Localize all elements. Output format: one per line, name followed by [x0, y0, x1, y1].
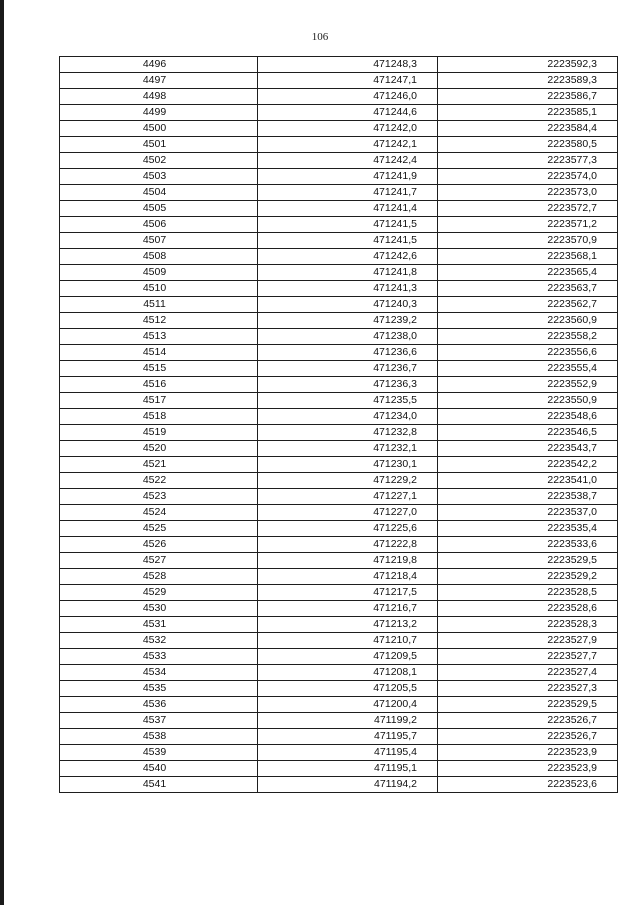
table-row	[60, 553, 618, 569]
y-coordinate-cell: 2223526,7	[438, 713, 618, 729]
y-coordinate-cell: 2223535,4	[438, 521, 618, 537]
y-coordinate-cell: 2223586,7	[438, 89, 618, 105]
table-row	[60, 393, 618, 409]
y-coordinate-cell: 2223529,5	[438, 697, 618, 713]
x-coordinate-cell: 471236,6	[258, 345, 438, 361]
x-coordinate-cell: 471246,0	[258, 89, 438, 105]
point-number-cell: 4508	[60, 249, 258, 265]
table-row	[60, 521, 618, 537]
table-row	[60, 249, 618, 265]
x-coordinate-cell: 471240,3	[258, 297, 438, 313]
point-number-cell: 4523	[60, 489, 258, 505]
point-number-cell: 4516	[60, 377, 258, 393]
x-coordinate-cell: 471238,0	[258, 329, 438, 345]
x-coordinate-cell: 471210,7	[258, 633, 438, 649]
point-number-cell: 4509	[60, 265, 258, 281]
y-coordinate-cell: 2223527,3	[438, 681, 618, 697]
table-row	[60, 425, 618, 441]
y-coordinate-cell: 2223529,2	[438, 569, 618, 585]
point-number-cell: 4506	[60, 217, 258, 233]
x-coordinate-cell: 471218,4	[258, 569, 438, 585]
point-number-cell: 4534	[60, 665, 258, 681]
point-number-cell: 4511	[60, 297, 258, 313]
table-row	[60, 89, 618, 105]
x-coordinate-cell: 471234,0	[258, 409, 438, 425]
table-row	[60, 729, 618, 745]
y-coordinate-cell: 2223546,5	[438, 425, 618, 441]
table-row	[60, 345, 618, 361]
x-coordinate-cell: 471232,1	[258, 441, 438, 457]
point-number-cell: 4521	[60, 457, 258, 473]
table-row	[60, 457, 618, 473]
point-number-cell: 4496	[60, 57, 258, 73]
table-row	[60, 777, 618, 793]
y-coordinate-cell: 2223526,7	[438, 729, 618, 745]
x-coordinate-cell: 471217,5	[258, 585, 438, 601]
table-row	[60, 585, 618, 601]
point-number-cell: 4500	[60, 121, 258, 137]
x-coordinate-cell: 471213,2	[258, 617, 438, 633]
y-coordinate-cell: 2223523,6	[438, 777, 618, 793]
coordinates-table	[59, 56, 618, 793]
x-coordinate-cell: 471225,6	[258, 521, 438, 537]
table-row	[60, 681, 618, 697]
y-coordinate-cell: 2223562,7	[438, 297, 618, 313]
x-coordinate-cell: 471209,5	[258, 649, 438, 665]
x-coordinate-cell: 471208,1	[258, 665, 438, 681]
table-row	[60, 185, 618, 201]
point-number-cell: 4527	[60, 553, 258, 569]
x-coordinate-cell: 471227,1	[258, 489, 438, 505]
x-coordinate-cell: 471229,2	[258, 473, 438, 489]
y-coordinate-cell: 2223523,9	[438, 761, 618, 777]
table-row	[60, 265, 618, 281]
table-row	[60, 633, 618, 649]
table-row	[60, 297, 618, 313]
table-row	[60, 329, 618, 345]
y-coordinate-cell: 2223533,6	[438, 537, 618, 553]
x-coordinate-cell: 471236,7	[258, 361, 438, 377]
point-number-cell: 4537	[60, 713, 258, 729]
point-number-cell: 4510	[60, 281, 258, 297]
y-coordinate-cell: 2223529,5	[438, 553, 618, 569]
y-coordinate-cell: 2223572,7	[438, 201, 618, 217]
table-row	[60, 409, 618, 425]
x-coordinate-cell: 471241,7	[258, 185, 438, 201]
point-number-cell: 4505	[60, 201, 258, 217]
point-number-cell: 4499	[60, 105, 258, 121]
y-coordinate-cell: 2223558,2	[438, 329, 618, 345]
point-number-cell: 4524	[60, 505, 258, 521]
y-coordinate-cell: 2223580,5	[438, 137, 618, 153]
table-row	[60, 713, 618, 729]
point-number-cell: 4517	[60, 393, 258, 409]
point-number-cell: 4501	[60, 137, 258, 153]
x-coordinate-cell: 471199,2	[258, 713, 438, 729]
y-coordinate-cell: 2223560,9	[438, 313, 618, 329]
x-coordinate-cell: 471247,1	[258, 73, 438, 89]
y-coordinate-cell: 2223589,3	[438, 73, 618, 89]
y-coordinate-cell: 2223537,0	[438, 505, 618, 521]
y-coordinate-cell: 2223528,6	[438, 601, 618, 617]
point-number-cell: 4519	[60, 425, 258, 441]
scan-edge-bar	[0, 0, 4, 905]
point-number-cell: 4504	[60, 185, 258, 201]
x-coordinate-cell: 471241,8	[258, 265, 438, 281]
page-number: 106	[311, 31, 329, 43]
table-row	[60, 665, 618, 681]
table-row	[60, 601, 618, 617]
x-coordinate-cell: 471195,7	[258, 729, 438, 745]
table-row	[60, 153, 618, 169]
point-number-cell: 4541	[60, 777, 258, 793]
point-number-cell: 4538	[60, 729, 258, 745]
x-coordinate-cell: 471230,1	[258, 457, 438, 473]
y-coordinate-cell: 2223592,3	[438, 57, 618, 73]
x-coordinate-cell: 471241,5	[258, 217, 438, 233]
point-number-cell: 4531	[60, 617, 258, 633]
table-row	[60, 761, 618, 777]
table-row	[60, 121, 618, 137]
y-coordinate-cell: 2223542,2	[438, 457, 618, 473]
x-coordinate-cell: 471241,9	[258, 169, 438, 185]
table-row	[60, 137, 618, 153]
y-coordinate-cell: 2223573,0	[438, 185, 618, 201]
coordinates-table-body	[60, 57, 618, 793]
table-row	[60, 537, 618, 553]
y-coordinate-cell: 2223552,9	[438, 377, 618, 393]
point-number-cell: 4518	[60, 409, 258, 425]
table-row	[60, 105, 618, 121]
table-row	[60, 377, 618, 393]
table-row	[60, 169, 618, 185]
point-number-cell: 4520	[60, 441, 258, 457]
y-coordinate-cell: 2223577,3	[438, 153, 618, 169]
y-coordinate-cell: 2223527,9	[438, 633, 618, 649]
x-coordinate-cell: 471239,2	[258, 313, 438, 329]
point-number-cell: 4525	[60, 521, 258, 537]
point-number-cell: 4526	[60, 537, 258, 553]
point-number-cell: 4532	[60, 633, 258, 649]
point-number-cell: 4539	[60, 745, 258, 761]
point-number-cell: 4515	[60, 361, 258, 377]
x-coordinate-cell: 471241,4	[258, 201, 438, 217]
y-coordinate-cell: 2223574,0	[438, 169, 618, 185]
point-number-cell: 4502	[60, 153, 258, 169]
y-coordinate-cell: 2223585,1	[438, 105, 618, 121]
y-coordinate-cell: 2223527,7	[438, 649, 618, 665]
table-row	[60, 489, 618, 505]
point-number-cell: 4514	[60, 345, 258, 361]
y-coordinate-cell: 2223548,6	[438, 409, 618, 425]
x-coordinate-cell: 471235,5	[258, 393, 438, 409]
point-number-cell: 4533	[60, 649, 258, 665]
x-coordinate-cell: 471241,3	[258, 281, 438, 297]
y-coordinate-cell: 2223543,7	[438, 441, 618, 457]
x-coordinate-cell: 471244,6	[258, 105, 438, 121]
y-coordinate-cell: 2223571,2	[438, 217, 618, 233]
y-coordinate-cell: 2223556,6	[438, 345, 618, 361]
table-row	[60, 313, 618, 329]
x-coordinate-cell: 471219,8	[258, 553, 438, 569]
point-number-cell: 4513	[60, 329, 258, 345]
table-row	[60, 233, 618, 249]
table-row	[60, 697, 618, 713]
x-coordinate-cell: 471242,6	[258, 249, 438, 265]
table-row	[60, 441, 618, 457]
x-coordinate-cell: 471236,3	[258, 377, 438, 393]
x-coordinate-cell: 471195,4	[258, 745, 438, 761]
x-coordinate-cell: 471222,8	[258, 537, 438, 553]
y-coordinate-cell: 2223555,4	[438, 361, 618, 377]
y-coordinate-cell: 2223523,9	[438, 745, 618, 761]
x-coordinate-cell: 471242,4	[258, 153, 438, 169]
table-row	[60, 73, 618, 89]
point-number-cell: 4536	[60, 697, 258, 713]
point-number-cell: 4530	[60, 601, 258, 617]
table-row	[60, 569, 618, 585]
table-row	[60, 505, 618, 521]
y-coordinate-cell: 2223565,4	[438, 265, 618, 281]
point-number-cell: 4522	[60, 473, 258, 489]
point-number-cell: 4503	[60, 169, 258, 185]
x-coordinate-cell: 471248,3	[258, 57, 438, 73]
table-row	[60, 745, 618, 761]
table-row	[60, 57, 618, 73]
table-row	[60, 217, 618, 233]
y-coordinate-cell: 2223563,7	[438, 281, 618, 297]
point-number-cell: 4535	[60, 681, 258, 697]
x-coordinate-cell: 471242,1	[258, 137, 438, 153]
table-row	[60, 281, 618, 297]
y-coordinate-cell: 2223528,5	[438, 585, 618, 601]
point-number-cell: 4512	[60, 313, 258, 329]
y-coordinate-cell: 2223527,4	[438, 665, 618, 681]
y-coordinate-cell: 2223568,1	[438, 249, 618, 265]
x-coordinate-cell: 471194,2	[258, 777, 438, 793]
point-number-cell: 4528	[60, 569, 258, 585]
x-coordinate-cell: 471242,0	[258, 121, 438, 137]
point-number-cell: 4507	[60, 233, 258, 249]
y-coordinate-cell: 2223528,3	[438, 617, 618, 633]
x-coordinate-cell: 471195,1	[258, 761, 438, 777]
x-coordinate-cell: 471241,5	[258, 233, 438, 249]
table-row	[60, 473, 618, 489]
point-number-cell: 4498	[60, 89, 258, 105]
y-coordinate-cell: 2223570,9	[438, 233, 618, 249]
point-number-cell: 4497	[60, 73, 258, 89]
x-coordinate-cell: 471216,7	[258, 601, 438, 617]
y-coordinate-cell: 2223550,9	[438, 393, 618, 409]
x-coordinate-cell: 471227,0	[258, 505, 438, 521]
table-row	[60, 649, 618, 665]
x-coordinate-cell: 471200,4	[258, 697, 438, 713]
point-number-cell: 4540	[60, 761, 258, 777]
y-coordinate-cell: 2223538,7	[438, 489, 618, 505]
table-row	[60, 361, 618, 377]
x-coordinate-cell: 471205,5	[258, 681, 438, 697]
y-coordinate-cell: 2223584,4	[438, 121, 618, 137]
table-row	[60, 617, 618, 633]
point-number-cell: 4529	[60, 585, 258, 601]
x-coordinate-cell: 471232,8	[258, 425, 438, 441]
y-coordinate-cell: 2223541,0	[438, 473, 618, 489]
table-row	[60, 201, 618, 217]
